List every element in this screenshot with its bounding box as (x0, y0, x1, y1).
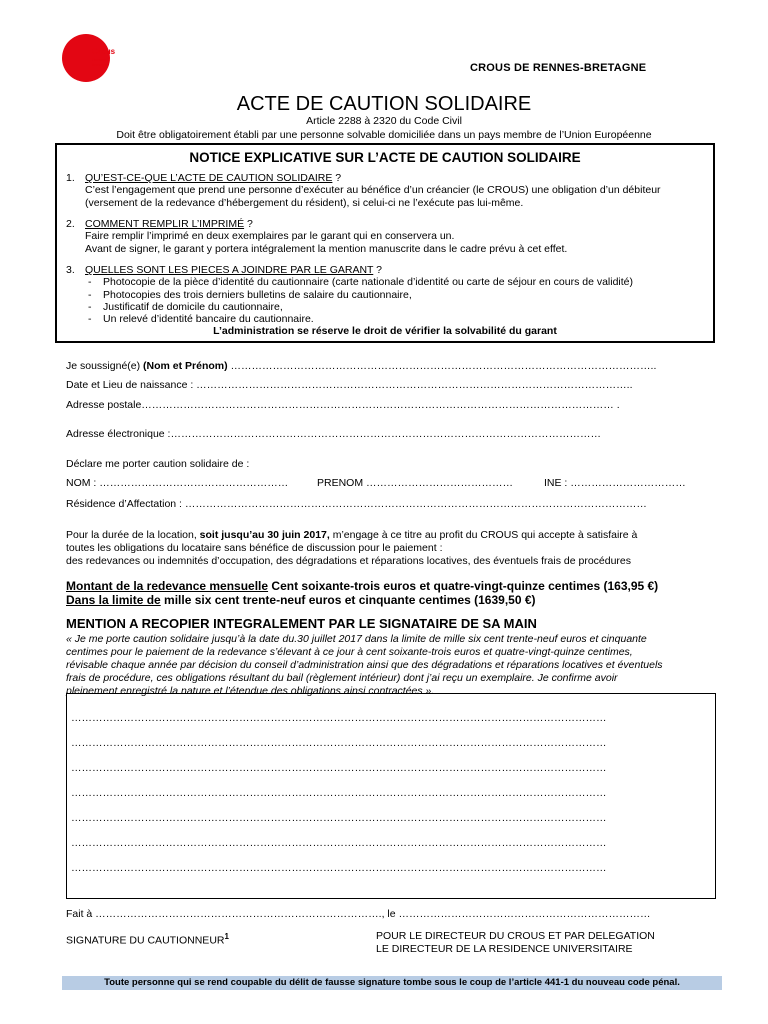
tenant-firstname-field[interactable]: PRENOM …………………………………… (317, 477, 514, 489)
list-bullet: - (88, 276, 92, 288)
mention-text-1: « Je me porte caution solidaire jusqu’à la date du.30 juillet 2017 dans la limite de mille six cent trente-neuf euros et cinquante (66, 633, 647, 645)
logo-sub-1: Rennes (92, 57, 106, 62)
mention-text-3: révisable chaque année par décision du conseil d’administration ainsi que des dégradations et réparations locatives et éventuels (66, 659, 663, 671)
q3-heading: QUELLES SONT LES PIECES A JOINDRE PAR LE GARANT ? (85, 264, 383, 276)
eligibility-notice: Doit être obligatoirement établi par une personne solvable domiciliée dans un pays membre de l’Union Européenne (116, 129, 652, 141)
article-reference: Article 2288 à 2320 du Code Civil (306, 115, 462, 127)
q1-heading: QU’EST-CE-QUE L’ACTE DE CAUTION SOLIDAIRE ? (85, 172, 342, 184)
mention-write-line[interactable]: ……………………………………………………………………………………………………………………………………… (71, 837, 607, 849)
q2-text-1: Faire remplir l’imprimé en deux exemplaires par le garant qui en conservera un. (85, 230, 455, 242)
director-delegation: POUR LE DIRECTEUR DU CROUS ET PAR DELEGATION (376, 930, 655, 942)
document-title: ACTE DE CAUTION SOLIDAIRE (236, 93, 532, 115)
mention-write-line[interactable]: ……………………………………………………………………………………………………………………………………… (71, 862, 607, 874)
mention-write-line[interactable]: ……………………………………………………………………………………………………………………………………… (71, 762, 607, 774)
mention-text-4: frais de procédure, ces obligations résultant du bail (règlement intérieur) dont j’ai reçu un exemplaire. Je confirme avoir (66, 672, 618, 684)
organization-name: CROUS DE RENNES-BRETAGNE (470, 62, 647, 74)
list-bullet: - (88, 301, 92, 313)
tenant-ine-field[interactable]: INE : …………………………… (544, 477, 686, 489)
q3-number: 3. (66, 264, 75, 276)
q1-number: 1. (66, 172, 75, 184)
declare-label: Déclare me porter caution solidaire de : (66, 458, 250, 470)
q3-item-4: Un relevé d’identité bancaire du cautionnaire. (103, 313, 314, 325)
birth-date-place-field[interactable]: Date et Lieu de naissance : …………………………………………………………………………………………………………….. (66, 379, 633, 391)
logo-sub-2: Bretagne (92, 62, 109, 67)
postal-address-field[interactable]: Adresse postale……………………………………………………………………………………………………………………… . (66, 399, 620, 411)
q1-text-2: (versement de la redevance d’hébergement du résident), si celui-ci ne l’exécute pas lui-même. (85, 197, 524, 209)
q1-text-1: C’est l’engagement que prend une personne d’exécuter au bénéfice d’un créancier (le CROUS) une obligation d’un débiteur (85, 184, 661, 196)
list-bullet: - (88, 289, 92, 301)
q3-item-3: Justificatif de domicile du cautionnaire, (103, 301, 283, 313)
email-field[interactable]: Adresse électronique :…………………………………………………………………………………………………………… (66, 428, 601, 440)
soussigne-field[interactable]: Je soussigné(e) (Nom et Prénom) ………………………………………………………………………………………………………….. (66, 360, 657, 372)
mention-write-line[interactable]: ……………………………………………………………………………………………………………………………………… (71, 737, 607, 749)
mention-write-line[interactable]: ……………………………………………………………………………………………………………………………………… (71, 712, 607, 724)
duration-line-1: Pour la durée de la location, soit jusqu’au 30 juin 2017, m’engage à ce titre au profit du CROUS qui accepte à satisfaire à (66, 529, 638, 541)
list-bullet: - (88, 313, 92, 325)
limit-amount: Dans la limite de mille six cent trente-neuf euros et cinquante centimes (1639,50 €) (66, 593, 536, 607)
monthly-amount: Montant de la redevance mensuelle Cent soixante-trois euros et quatre-vingt-quinze centimes (163,95 €) (66, 579, 659, 593)
q3-item-2: Photocopies des trois derniers bulletins de salaire du cautionnaire, (103, 289, 412, 301)
mention-title: MENTION A RECOPIER INTEGRALEMENT PAR LE SIGNATAIRE DE SA MAIN (66, 616, 537, 631)
q2-heading: COMMENT REMPLIR L’IMPRIMÉ ? (85, 218, 253, 230)
duration-line-2: toutes les obligations du locataire sans bénéfice de discussion pour le paiement : (66, 542, 443, 554)
tenant-name-field[interactable]: NOM : ……………………………………………… (66, 477, 289, 489)
residence-director: LE DIRECTEUR DE LA RESIDENCE UNIVERSITAIRE (376, 943, 633, 955)
q3-item-1: Photocopie de la pièce d’identité du cautionnaire (carte nationale d’identité ou carte de séjour en cours de validité) (103, 276, 634, 288)
place-date-field[interactable]: Fait à ………………………………………………………………………., le ……………………………………………………………… (66, 908, 651, 920)
duration-line-3: des redevances ou indemnités d’occupation, des dégradations et réparations locatives, des éventuels frais de procédures (66, 555, 632, 567)
residence-field[interactable]: Résidence d’Affectation : …………………………………………………………………………………………………………………… (66, 498, 647, 510)
q2-text-2: Avant de signer, le garant y portera intégralement la mention manuscrite dans le cadre prévu à cet effet. (85, 243, 568, 255)
mention-text-5: pleinement enregistré la nature et l’étendue des obligations ainsi contractées ». (66, 685, 435, 697)
logo-name: Crous (92, 47, 116, 56)
admin-notice: L’administration se réserve le droit de vérifier la solvabilité du garant (213, 325, 557, 337)
notice-title: NOTICE EXPLICATIVE SUR L’ACTE DE CAUTION SOLIDAIRE (189, 150, 581, 165)
legal-warning: Toute personne qui se rend coupable du délit de fausse signature tombe sous le coup de l’article 441-1 du nouveau code pénal. (104, 977, 680, 988)
q2-number: 2. (66, 218, 75, 230)
guarantor-signature-label: SIGNATURE DU CAUTIONNEUR$^1$ (66, 932, 229, 947)
mention-write-line[interactable]: ……………………………………………………………………………………………………………………………………… (71, 812, 607, 824)
mention-write-line[interactable]: ……………………………………………………………………………………………………………………………………… (71, 787, 607, 799)
mention-text-2: centimes pour le paiement de la redevance s’élevant à ce jour à cent soixante-trois euros et quatre-vingt-quinze centimes, (66, 646, 633, 658)
